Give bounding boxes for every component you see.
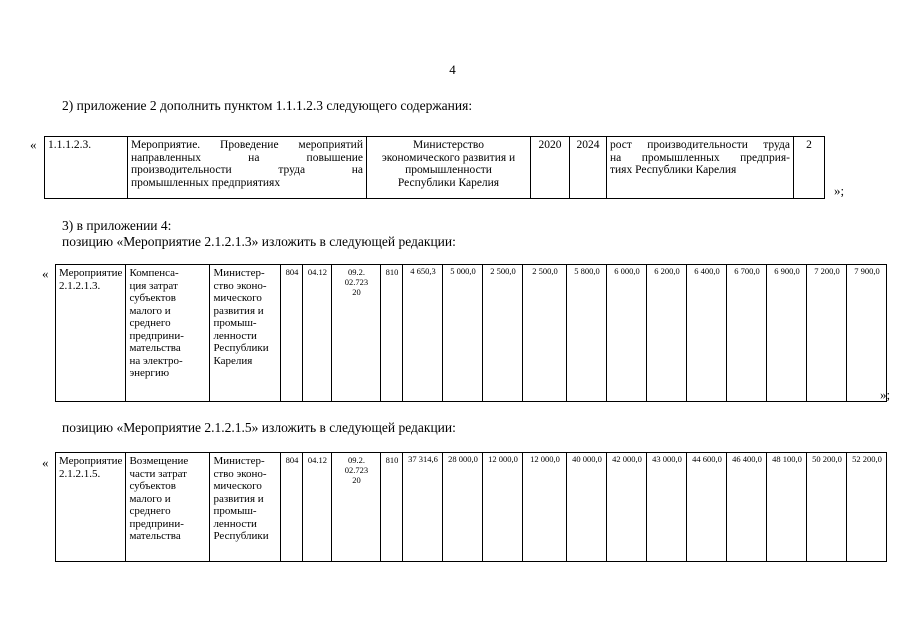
csr-cell: 09.2. 02.723 20 xyxy=(332,453,381,562)
ministry-cell: Министерство экономического развития и промышленности Республики Карелия xyxy=(367,137,531,199)
paragraph-position-2-1-2-1-3: позицию «Мероприятие 2.1.2.1.3» изложить в следующей редакции: xyxy=(62,234,456,249)
event-name-cell: Мероприятие 2.1.2.1.5. xyxy=(56,453,126,562)
event-name-cell: Мероприятие 2.1.2.1.3. xyxy=(56,265,126,402)
event-description-cell: Возмещение части затрат субъектов малого и среднего предприни- мательства xyxy=(126,453,210,562)
value-cell: 7 900,0 xyxy=(847,265,887,402)
paragraph-position-2-1-2-1-5: позицию «Мероприятие 2.1.2.1.5» изложить в следующей редакции: xyxy=(62,420,456,435)
value-cell: 7 200,0 xyxy=(807,265,847,402)
event-line: производительности труда на xyxy=(131,164,363,176)
value-cell: 6 000,0 xyxy=(607,265,647,402)
vr-cell: 810 xyxy=(381,265,403,402)
value-cell: 12 000,0 xyxy=(523,453,567,562)
value-cell: 6 400,0 xyxy=(687,265,727,402)
event-description-cell xyxy=(128,137,367,199)
value-cell: 46 400,0 xyxy=(727,453,767,562)
year-end-cell: 2024 xyxy=(570,137,607,199)
value-cell: 44 600,0 xyxy=(687,453,727,562)
value-cell: 4 650,3 xyxy=(403,265,443,402)
ministry-cell: Министер- ство эконо- мического развития и промыш- ленности Республики Карелия xyxy=(210,265,281,402)
value-cell: 5 800,0 xyxy=(567,265,607,402)
value-cell: 2 xyxy=(794,137,825,199)
close-quote-1: »; xyxy=(834,183,845,198)
page-number: 4 xyxy=(449,62,456,77)
close-quote-2: »; xyxy=(880,387,891,402)
event-line: Мероприятие. Проведение мероприятий xyxy=(131,139,363,151)
open-quote-1: « xyxy=(30,137,37,152)
value-cell: 5 000,0 xyxy=(443,265,483,402)
value-cell: 6 700,0 xyxy=(727,265,767,402)
result-line: рост производительности труда xyxy=(610,139,790,151)
open-quote-2: « xyxy=(42,266,49,281)
result-line: на промышленных предприя- xyxy=(610,151,790,164)
csr-cell: 09.2. 02.723 20 xyxy=(332,265,381,402)
value-cell: 2 500,0 xyxy=(483,265,523,402)
table-row xyxy=(56,453,887,562)
paragraph-appendix-4: 3) в приложении 4: xyxy=(62,218,172,233)
vr-cell: 810 xyxy=(381,453,403,562)
event-description-cell: Компенса- ция затрат субъектов малого и среднего предприни- мательства на электро- энергию xyxy=(126,265,210,402)
value-cell: 37 314,6 xyxy=(403,453,443,562)
item-code-cell: 1.1.1.2.3. xyxy=(45,137,128,199)
open-quote-3: « xyxy=(42,455,49,470)
event-line: промышленных предприятиях xyxy=(131,176,281,189)
value-cell: 28 000,0 xyxy=(443,453,483,562)
value-cell: 42 000,0 xyxy=(607,453,647,562)
table-event-2-1-2-1-5 xyxy=(55,452,887,562)
table-row xyxy=(45,137,825,199)
value-cell: 6 200,0 xyxy=(647,265,687,402)
table-row xyxy=(56,265,887,402)
event-line: направленных на повышение xyxy=(131,151,363,164)
value-cell: 2 500,0 xyxy=(523,265,567,402)
value-cell: 12 000,0 xyxy=(483,453,523,562)
rzpr-cell: 04.12 xyxy=(303,265,332,402)
value-cell: 50 200,0 xyxy=(807,453,847,562)
rzpr-cell: 04.12 xyxy=(303,453,332,562)
value-cell: 6 900,0 xyxy=(767,265,807,402)
grbs-cell: 804 xyxy=(281,265,303,402)
value-cell: 40 000,0 xyxy=(567,453,607,562)
value-cell: 43 000,0 xyxy=(647,453,687,562)
result-line: тиях Республики Карелия xyxy=(610,164,737,176)
table-appendix-2-item xyxy=(44,136,825,199)
paragraph-appendix-2: 2) приложение 2 дополнить пунктом 1.1.1.2.3 следующего содержания: xyxy=(62,98,473,113)
value-cell: 52 200,0 xyxy=(847,453,887,562)
value-cell: 48 100,0 xyxy=(767,453,807,562)
ministry-cell: Министер- ство эконо- мического развития и промыш- ленности Республики xyxy=(210,453,281,562)
year-start-cell: 2020 xyxy=(531,137,570,199)
table-event-2-1-2-1-3 xyxy=(55,264,887,402)
result-cell xyxy=(607,137,794,199)
grbs-cell: 804 xyxy=(281,453,303,562)
